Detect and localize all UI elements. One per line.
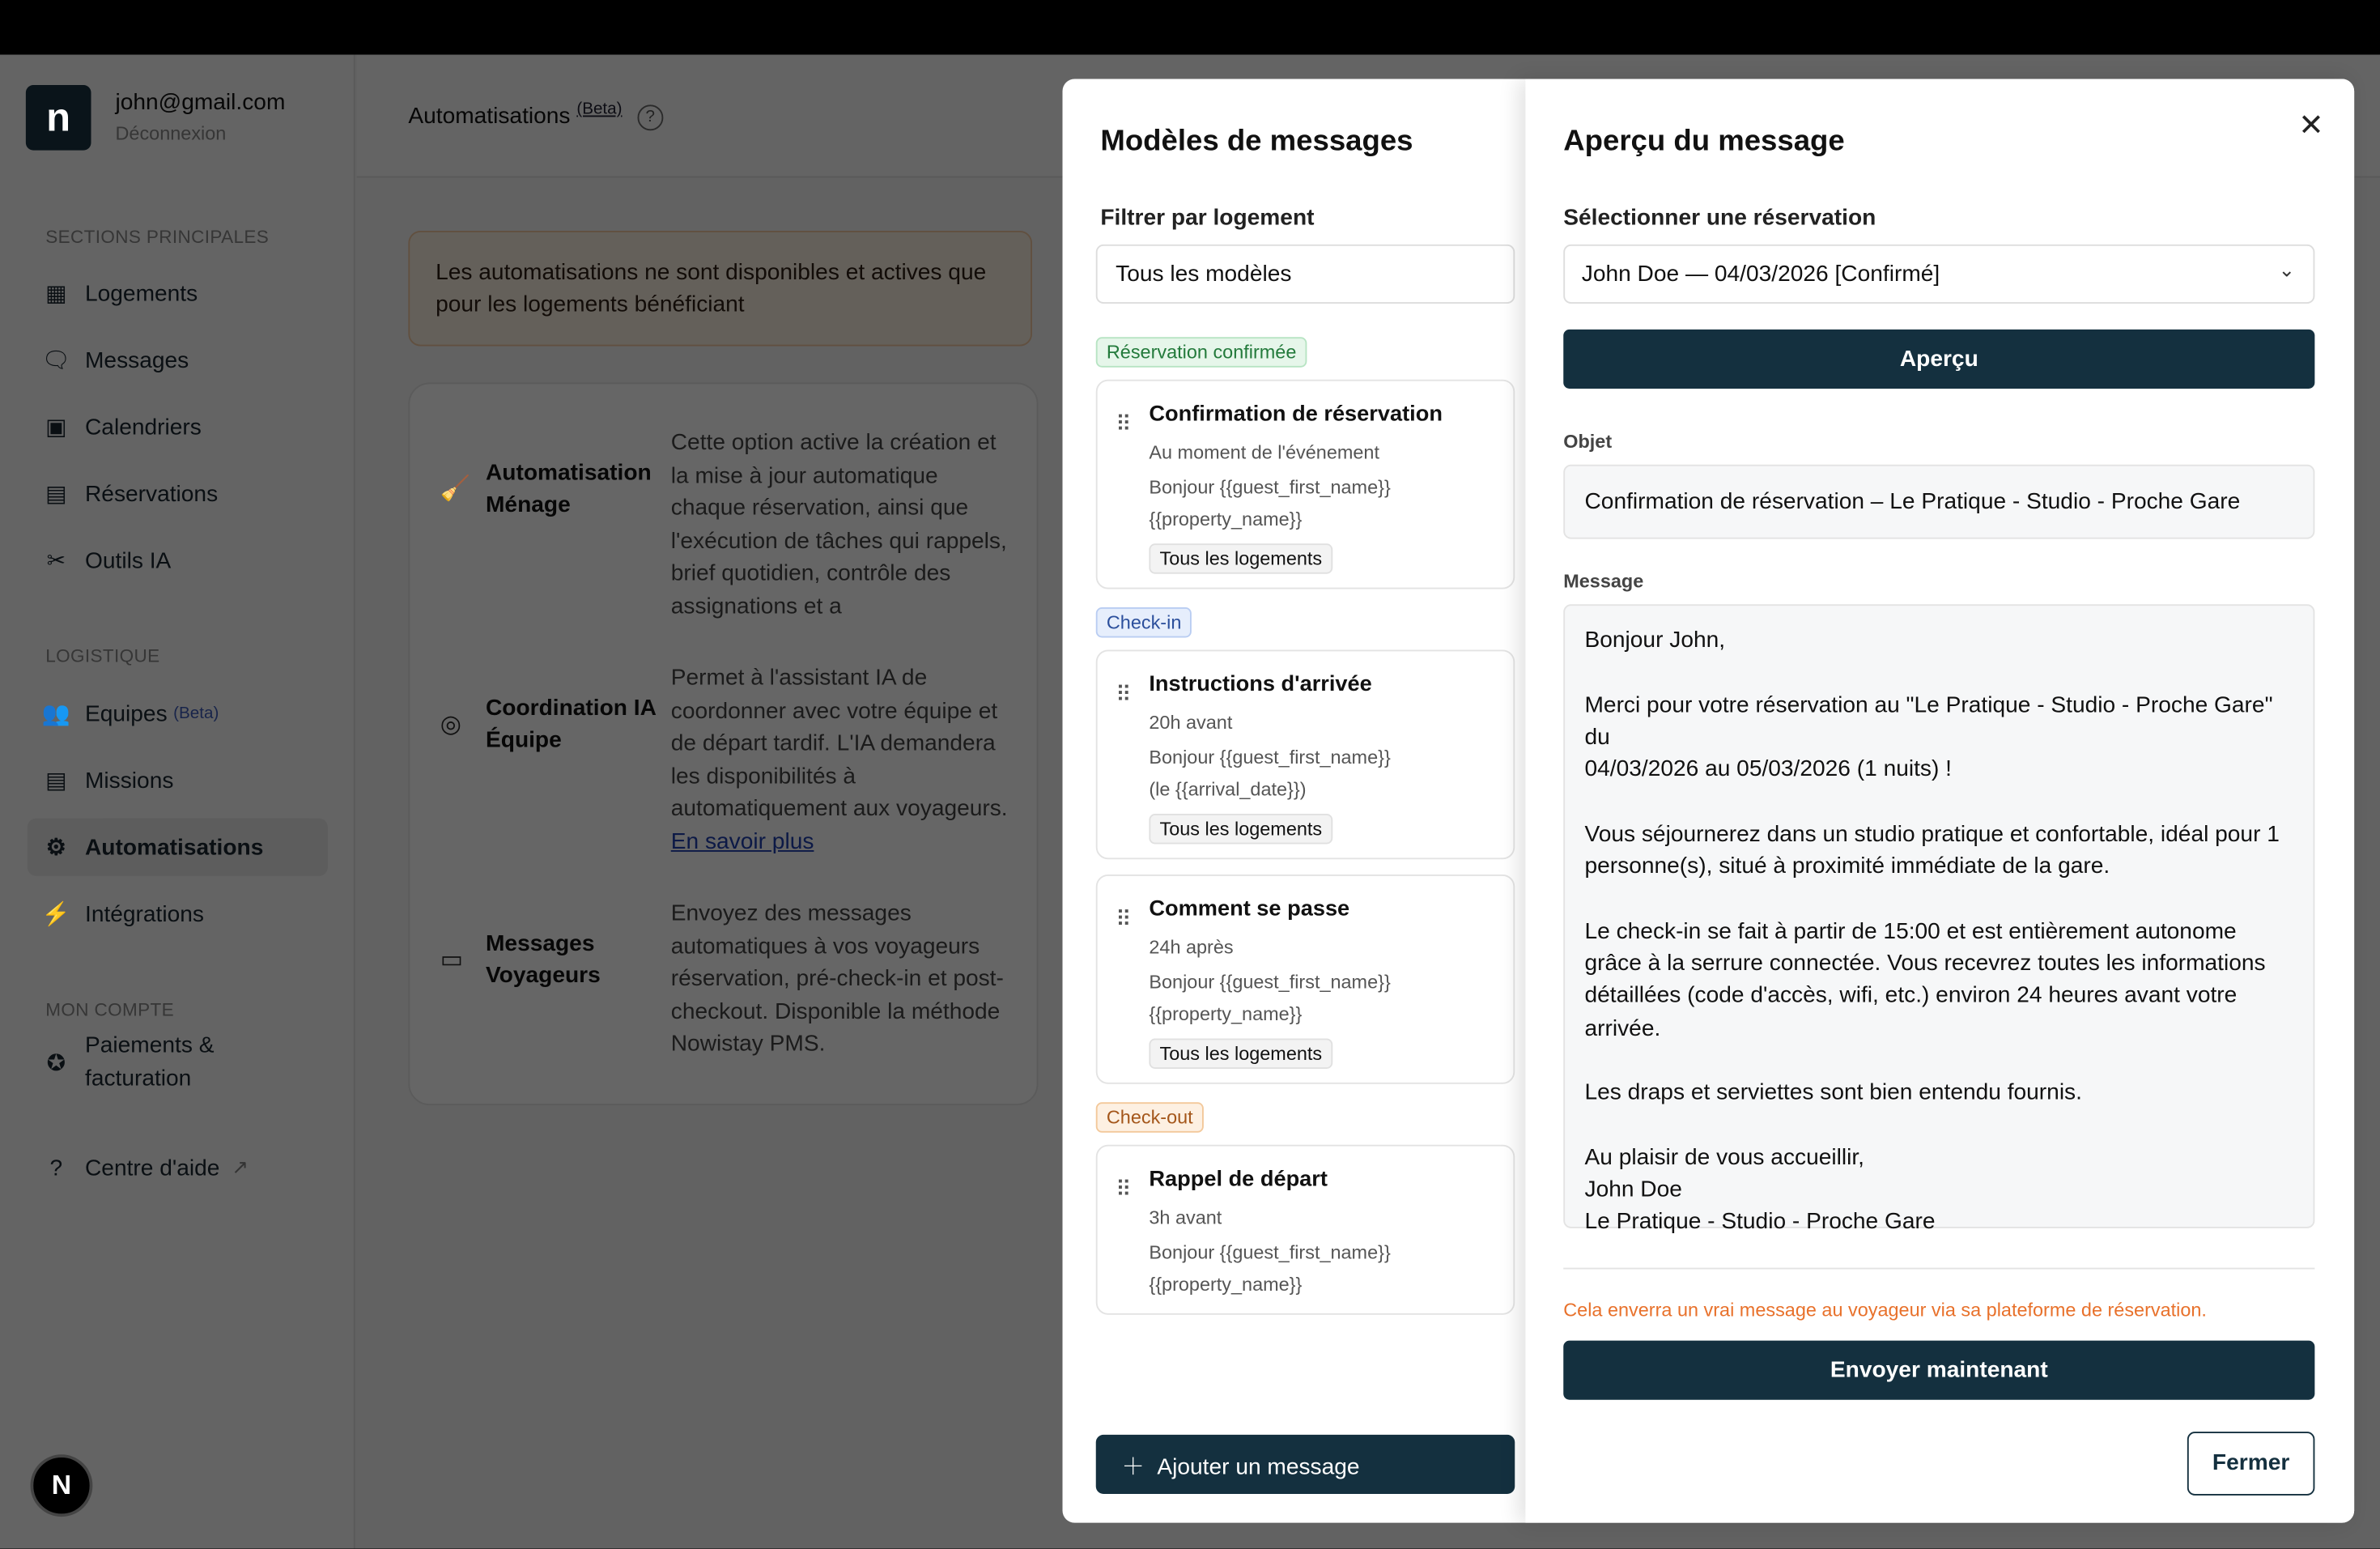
feature-row — [440, 427, 1009, 623]
divider — [1563, 1268, 2314, 1270]
sidebar-item-label-wrap — [85, 1029, 214, 1096]
body-line: Bonjour {{guest_first_name}} — [1149, 747, 1391, 768]
feature-title-line: Automatisation — [486, 460, 652, 486]
feature-1 — [440, 662, 671, 756]
template-title: Rappel de départ — [1149, 1167, 1328, 1192]
description-line: Cette option active la création et la mise à jour automatique — [670, 429, 997, 488]
help-icon: ? — [49, 1154, 63, 1181]
feature-title-line: Messages — [486, 930, 595, 957]
template-title: Comment se passe — [1149, 897, 1350, 922]
buildings-icon: ▦ — [45, 280, 67, 307]
sidebar — [0, 55, 355, 1549]
message-line: Le Pratique - Studio - Proche Gare — [1584, 1209, 1936, 1236]
app-logo: n — [26, 85, 91, 151]
sidebar-item-label: Logements — [85, 279, 198, 306]
message-line: Bonjour John, — [1584, 627, 1726, 653]
help-fab[interactable]: N — [31, 1454, 93, 1517]
sidebar-item-paiements-[interactable] — [28, 1027, 328, 1100]
feature-2 — [440, 897, 671, 991]
category-tag: Réservation confirmée — [1096, 337, 1307, 368]
close-button[interactable]: Fermer — [2187, 1432, 2315, 1496]
description-line: Permet à l'assistant IA de coordonner avec votre équipe — [670, 665, 972, 724]
template-card[interactable] — [1096, 875, 1515, 1084]
message-line: arrivée. — [1584, 1015, 1661, 1041]
feature-row — [440, 897, 1009, 1061]
message-body — [1563, 604, 2314, 1236]
description-line: rappels, brief quotidien, contrôle des assignations et a — [670, 527, 1007, 619]
brain-icon: ◎ — [440, 712, 461, 738]
beta-badge[interactable]: (Beta) — [576, 100, 623, 119]
feature-title — [486, 928, 668, 992]
feature-title — [486, 457, 668, 521]
drag-handle-icon[interactable]: ⠿ — [1116, 411, 1130, 436]
template-body — [1149, 743, 1390, 806]
feature-title-line: Coordination IA — [486, 695, 657, 721]
sidebar-item-centre-d-aide[interactable] — [28, 1138, 328, 1196]
drag-handle-icon[interactable]: ⠿ — [1116, 681, 1130, 706]
chevron-down-icon: ⌄ — [2278, 257, 2295, 281]
feature-title — [486, 692, 668, 756]
message-label: Message — [1563, 571, 1644, 593]
message-line: Vous séjournerez dans un studio pratique et confortable, idéal pour 1 — [1584, 820, 2280, 847]
subject-label: Objet — [1563, 431, 1613, 453]
reservation-select[interactable] — [1563, 245, 2314, 304]
scope-badge: Tous les logements — [1149, 814, 1332, 845]
message-paragraph — [1585, 624, 2294, 657]
sidebar-item-messages[interactable] — [28, 331, 328, 389]
close-icon[interactable]: ✕ — [2298, 109, 2324, 143]
message-line: Les draps et serviettes sont bien entendu fournis. — [1584, 1079, 2082, 1106]
plug-icon: ⚡ — [41, 901, 70, 928]
beta-badge: (Beta) — [173, 704, 219, 723]
badge-check-icon: ✪ — [46, 1050, 66, 1077]
description-line: automatiquement aux voyageurs. — [670, 795, 1008, 822]
template-body — [1149, 1237, 1390, 1301]
message-paragraph — [1585, 818, 2294, 883]
template-body — [1149, 967, 1390, 1031]
sidebar-item-logements[interactable] — [28, 264, 328, 321]
sidebar-item-label: Réservations — [85, 480, 219, 507]
template-title: Confirmation de réservation — [1149, 402, 1443, 427]
template-body — [1149, 472, 1390, 536]
template-timing: 24h après — [1149, 936, 1234, 959]
template-title: Instructions d'arrivée — [1149, 672, 1372, 697]
sidebar-item-label: Messages — [85, 347, 189, 373]
preview-panel — [1525, 79, 2354, 1523]
info-banner: Les automatisations ne sont disponibles et actives que pour les logements bénéficiant — [408, 231, 1032, 347]
broom-icon: 🧹 — [440, 476, 471, 503]
page-title — [408, 100, 663, 130]
description-line: et de départ tardif. L'IA demandera les disponibilités à — [670, 697, 998, 789]
feature-title-line: Ménage — [486, 492, 571, 518]
message-line: détaillées (code d'accès, wifi, etc.) environ 24 heures avant votre — [1584, 982, 2238, 1009]
body-line: (le {{arrival_date}}) — [1149, 778, 1307, 801]
body-line: {{property_name}} — [1149, 1274, 1303, 1296]
filter-select[interactable]: Tous les modèles — [1096, 245, 1515, 304]
sidebar-item-label: Equipes — [85, 700, 168, 727]
sidebar-item-label: Calendriers — [85, 413, 202, 440]
section-label: MON COMPTE — [45, 998, 175, 1020]
feature-row — [440, 662, 1009, 858]
user-email: john@gmail.com — [115, 89, 286, 116]
template-card[interactable] — [1096, 1145, 1515, 1315]
feature-0 — [440, 427, 671, 521]
description-line: Envoyez des messages automatiques à vos voyageurs — [670, 900, 980, 960]
section-label: LOGISTIQUE — [45, 645, 160, 667]
message-line: Au plaisir de vous accueillir, — [1584, 1144, 1864, 1171]
scope-badge: Tous les logements — [1149, 1039, 1332, 1070]
feature-title-line: Voyageurs — [486, 962, 601, 989]
message-line: 04/03/2026 au 05/03/2026 (1 nuits) ! — [1584, 756, 1952, 782]
message-square-icon: ▭ — [440, 947, 464, 973]
robot-icon: ⚙ — [45, 835, 66, 862]
sidebar-item-label: Outils IA — [85, 547, 172, 573]
drag-handle-icon[interactable]: ⠿ — [1116, 906, 1130, 931]
message-paragraph — [1585, 915, 2294, 1045]
template-timing: 20h avant — [1149, 712, 1233, 734]
feature-title-line: Équipe — [486, 727, 562, 753]
templates-title: Modèles de messages — [1100, 124, 1413, 158]
calendar-icon: ▣ — [45, 414, 67, 440]
description-line: la méthode Nowistay PMS. — [670, 998, 1001, 1057]
help-icon[interactable]: ? — [637, 104, 663, 130]
category-tag: Check-in — [1096, 607, 1192, 638]
external-link-icon: ↗ — [232, 1155, 249, 1178]
template-timing: 3h avant — [1149, 1206, 1222, 1228]
drag-handle-icon[interactable]: ⠿ — [1116, 1177, 1130, 1202]
feature-description — [671, 427, 1009, 623]
sidebar-item-label: facturation — [85, 1066, 192, 1092]
body-line: Bonjour {{guest_first_name}} — [1149, 972, 1391, 994]
sidebar-item-intégrations[interactable] — [28, 885, 328, 943]
chat-icon: 🗨 — [41, 347, 71, 374]
learn-more-link[interactable]: En savoir plus — [670, 828, 814, 854]
add-message-button[interactable]: ＋ Ajouter un message — [1096, 1435, 1515, 1494]
preview-title: Aperçu du message — [1563, 124, 1845, 158]
sidebar-item-label: Automatisations — [85, 834, 264, 861]
sidebar-item-réservations[interactable] — [28, 465, 328, 522]
features-card — [408, 383, 1038, 1105]
message-line: Le check-in se fait à partir de 15:00 et est entièrement autonome — [1584, 917, 2237, 944]
section-label: SECTIONS PRINCIPALES — [45, 226, 270, 248]
clipboard-icon: ▤ — [45, 768, 67, 794]
reservation-select-value: John Doe — 04/03/2026 [Confirmé] — [1581, 261, 1940, 287]
message-line: personne(s), situé à proximité immédiate de la gare. — [1584, 853, 2110, 879]
sidebar-item-label: Paiements & — [85, 1032, 215, 1058]
message-paragraph — [1585, 688, 2294, 785]
tools-icon: ✂ — [46, 547, 66, 574]
body-line: {{property_name}} — [1149, 509, 1303, 530]
feature-description — [671, 662, 1009, 858]
filter-label: Filtrer par logement — [1100, 205, 1315, 231]
category-tag: Check-out — [1096, 1102, 1204, 1133]
description-line: réservation, pré-check-in et post-checkout. Disponible — [670, 965, 1004, 1024]
description-line: chaque réservation, ainsi que l'exécution de tâches qui — [670, 495, 969, 554]
body-line: Bonjour {{guest_first_name}} — [1149, 476, 1391, 498]
message-paragraph — [1585, 1142, 2294, 1239]
template-card[interactable] — [1096, 380, 1515, 589]
message-line: John Doe — [1584, 1177, 1682, 1203]
sidebar-item-label: Centre d'aide — [85, 1154, 220, 1181]
template-timing: Au moment de l'événement — [1149, 441, 1379, 463]
template-card[interactable] — [1096, 650, 1515, 860]
sidebar-item-outils-ia[interactable] — [28, 531, 328, 589]
add-message-label: Ajouter un message — [1157, 1454, 1360, 1481]
clipboard-icon: ▤ — [45, 481, 67, 508]
team-icon: 👥 — [41, 701, 70, 728]
message-paragraph — [1585, 1077, 2294, 1109]
send-warning: Cela enverra un vrai message au voyageur via sa plateforme de réservation. — [1563, 1300, 2207, 1321]
feature-description — [671, 897, 1009, 1061]
sidebar-item-equipes[interactable] — [28, 685, 328, 743]
sidebar-item-missions[interactable] — [28, 751, 328, 809]
message-line: grâce à la serrure connectée. Vous recevrez toutes les informations — [1584, 950, 2266, 977]
preview-button[interactable]: Aperçu — [1563, 330, 2314, 389]
sidebar-item-label: Intégrations — [85, 900, 204, 927]
logout-link[interactable]: Déconnexion — [115, 122, 227, 145]
send-now-button[interactable]: Envoyer maintenant — [1563, 1341, 2314, 1400]
sidebar-item-label: Missions — [85, 767, 174, 794]
message-line: Merci pour votre réservation au "Le Pratique - Studio - Proche Gare" du — [1584, 692, 2273, 751]
sidebar-item-automatisations[interactable] — [28, 819, 328, 876]
body-line: Bonjour {{guest_first_name}} — [1149, 1241, 1391, 1263]
sidebar-item-calendriers[interactable] — [28, 398, 328, 455]
page-title-text: Automatisations — [408, 103, 571, 130]
scope-badge: Tous les logements — [1149, 543, 1332, 574]
top-bar — [0, 0, 2380, 55]
reservation-label: Sélectionner une réservation — [1563, 205, 1876, 231]
subject-field: Confirmation de réservation – Le Pratique - Studio - Proche Gare — [1563, 465, 2314, 539]
body-line: {{property_name}} — [1149, 1003, 1303, 1025]
